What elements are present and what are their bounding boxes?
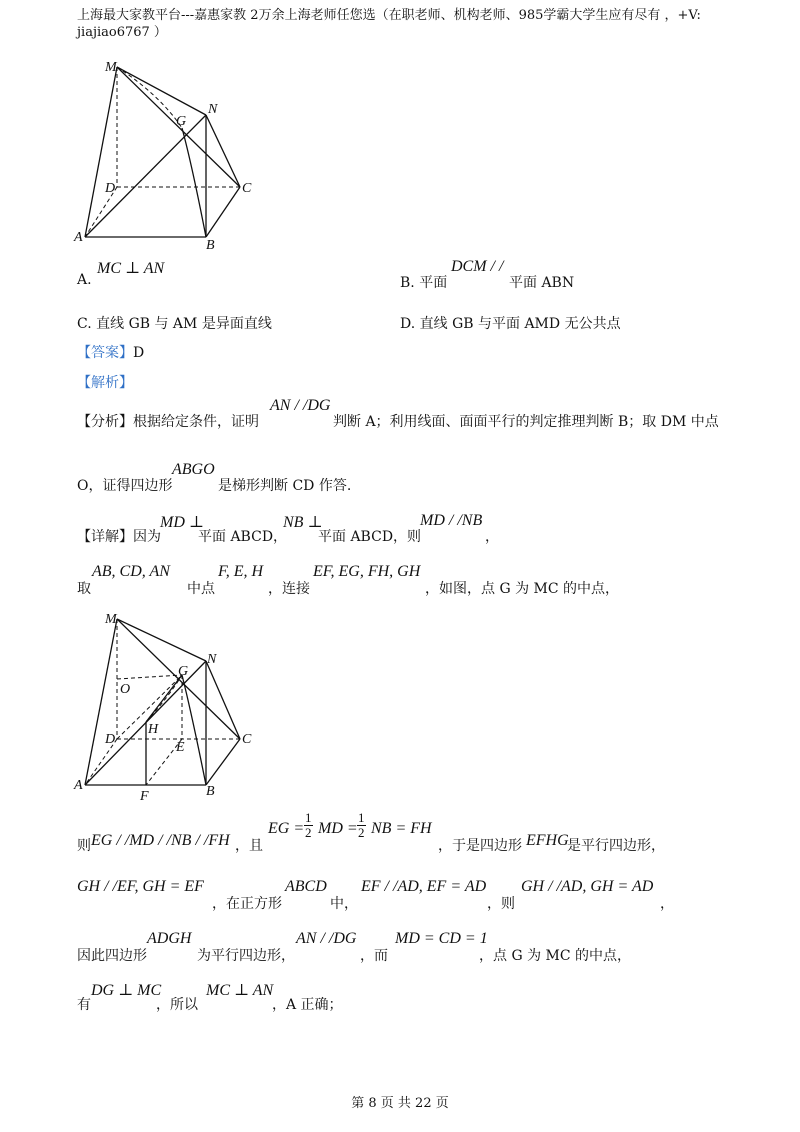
fenxi-line2-math: ABGO	[172, 461, 215, 478]
fraction-2-numerator: 1	[358, 810, 365, 825]
figure-2-solid	[70, 605, 270, 805]
deriv-l5-b: 为平行四边形，	[197, 948, 295, 964]
deriv-l6-b: ，所以	[156, 997, 198, 1013]
fig2-label-A: A	[74, 778, 83, 793]
fig1-label-C: C	[242, 181, 252, 196]
detail-l1-c: 平面 ABCD，则	[318, 529, 422, 545]
edge-GB	[182, 128, 206, 237]
edge-NC	[206, 115, 240, 187]
fraction-2-denominator: 2	[358, 825, 365, 840]
fig2-label-C: C	[242, 732, 252, 747]
fig1-label-D: D	[105, 181, 116, 196]
edge-MA	[85, 619, 117, 785]
edge-HG	[146, 675, 182, 722]
fig2-label-M: M	[105, 612, 117, 627]
edge-BC	[206, 739, 240, 785]
fig2-label-O: O	[120, 682, 131, 697]
fenxi-line1-b: 判断 A；利用线面、面面平行的判定推理判断 B；取 DM 中点	[333, 414, 719, 430]
deriv-l4-d: ，	[660, 896, 674, 912]
fenxi-line2-a: O，证得四边形	[77, 478, 173, 494]
edge-NA	[85, 115, 206, 237]
edge-OG-hidden	[117, 675, 182, 679]
fig2-label-H: H	[148, 722, 159, 737]
detail-l2-b: 中点	[187, 581, 215, 597]
detail-l1-m2: NB ⊥	[283, 514, 323, 531]
fenxi-line1-math: AN / /DG	[270, 397, 331, 414]
option-a-prefix: A.	[77, 272, 92, 288]
option-b-math: DCM / /	[451, 258, 504, 275]
detail-l1-a: 【详解】因为	[77, 529, 161, 545]
option-b-suffix: 平面 ABN	[509, 275, 575, 291]
deriv-l4-m4: GH / /AD, GH = AD	[521, 878, 654, 895]
fig1-label-G: G	[176, 114, 187, 129]
fenxi-line2-b: 是梯形判断 CD 作答.	[218, 478, 352, 494]
deriv-l3-d: 是平行四边形，	[567, 838, 665, 854]
fig2-label-G: G	[178, 664, 189, 679]
deriv-l6-m1: DG ⊥ MC	[91, 982, 162, 999]
detail-l1-b: 平面 ABCD，	[198, 529, 288, 545]
deriv-l3-m2a: EG =	[268, 820, 305, 837]
detail-l2-m1: AB, CD, AN	[92, 563, 170, 580]
deriv-l3-c: ，于是四边形	[438, 838, 522, 854]
edge-NC	[206, 661, 240, 739]
answer-label: 【答案】	[77, 345, 133, 361]
detail-l2-m3: EF, EG, FH, GH	[313, 563, 421, 580]
deriv-l4-m2: ABCD	[285, 878, 327, 895]
deriv-l4-a: ，在正方形	[212, 896, 282, 912]
deriv-l6-a: 有	[77, 997, 91, 1013]
deriv-l6-c: ，A 正确；	[272, 997, 343, 1013]
deriv-l5-a: 因此四边形	[77, 948, 147, 964]
deriv-l5-d: ，点 G 为 MC 的中点，	[479, 948, 632, 964]
fenxi-line1-a: 【分析】根据给定条件，证明	[77, 414, 259, 430]
answer-line	[77, 342, 144, 362]
figure-1-solid	[70, 55, 270, 255]
header-line-2: jiajiao6767 ）	[77, 25, 167, 40]
deriv-l4-b: 中，	[330, 896, 358, 912]
fig2-label-N: N	[207, 652, 217, 667]
option-b-prefix: B. 平面	[400, 275, 448, 291]
deriv-l5-m2: AN / /DG	[296, 930, 357, 947]
edge-GB	[182, 675, 206, 785]
fig2-label-B: B	[206, 784, 215, 799]
deriv-l5-m1: ADGH	[147, 930, 192, 947]
deriv-fraction-2	[357, 811, 366, 840]
deriv-l4-m1: GH / /EF, GH = EF	[77, 878, 204, 895]
answer-value: D	[133, 345, 145, 361]
deriv-l4-m3: EF / /AD, EF = AD	[361, 878, 487, 895]
deriv-l3-m1: EG / /MD / /NB / /FH	[91, 832, 230, 849]
detail-l1-m3: MD / /NB	[420, 512, 483, 529]
edge-MN	[117, 619, 206, 661]
analysis-label: 【解析】	[77, 375, 133, 391]
detail-l1-d: ，	[485, 529, 499, 545]
deriv-fraction-1	[304, 811, 313, 840]
fig1-label-N: N	[208, 102, 218, 117]
detail-l2-c: ，连接	[268, 581, 310, 597]
deriv-l5-c: ，而	[360, 948, 388, 964]
detail-l2-m2: F, E, H	[218, 563, 264, 580]
option-c: C. 直线 GB 与 AM 是异面直线	[77, 316, 272, 332]
fig2-label-D: D	[105, 732, 116, 747]
header-line-1: 上海最大家教平台---嘉惠家教 2万余上海老师任您选（在职老师、机构老师、985学霸大学生应有尽有 ，+V:	[77, 8, 701, 23]
option-a-math: MC ⊥ AN	[97, 260, 165, 277]
edge-MN	[117, 67, 206, 115]
deriv-l6-m2: MC ⊥ AN	[206, 982, 274, 999]
deriv-l4-c: ，则	[487, 896, 515, 912]
detail-l1-m1: MD ⊥	[160, 514, 204, 531]
page-footer: 第 8 页 共 22 页	[351, 1096, 449, 1111]
fraction-1-numerator: 1	[305, 810, 312, 825]
deriv-l3-m2b: MD =	[318, 820, 358, 837]
detail-l2-d: ，如图，点 G 为 MC 的中点，	[425, 581, 620, 597]
deriv-l3-m2c: NB = FH	[371, 820, 432, 837]
option-d: D. 直线 GB 与平面 AMD 无公共点	[400, 316, 621, 332]
edge-BC	[206, 187, 240, 237]
deriv-l3-b: ，且	[235, 838, 263, 854]
fig1-label-M: M	[105, 60, 117, 75]
deriv-l3-m3: EFHG	[526, 832, 569, 849]
deriv-l3-a: 则	[77, 838, 91, 854]
fig1-label-A: A	[74, 230, 83, 245]
fig2-label-F: F	[140, 789, 149, 804]
deriv-l5-m3: MD = CD = 1	[395, 930, 488, 947]
fraction-1-denominator: 2	[305, 825, 312, 840]
fig1-label-B: B	[206, 238, 215, 253]
detail-l2-a: 取	[77, 581, 91, 597]
fig2-label-E: E	[176, 740, 185, 755]
